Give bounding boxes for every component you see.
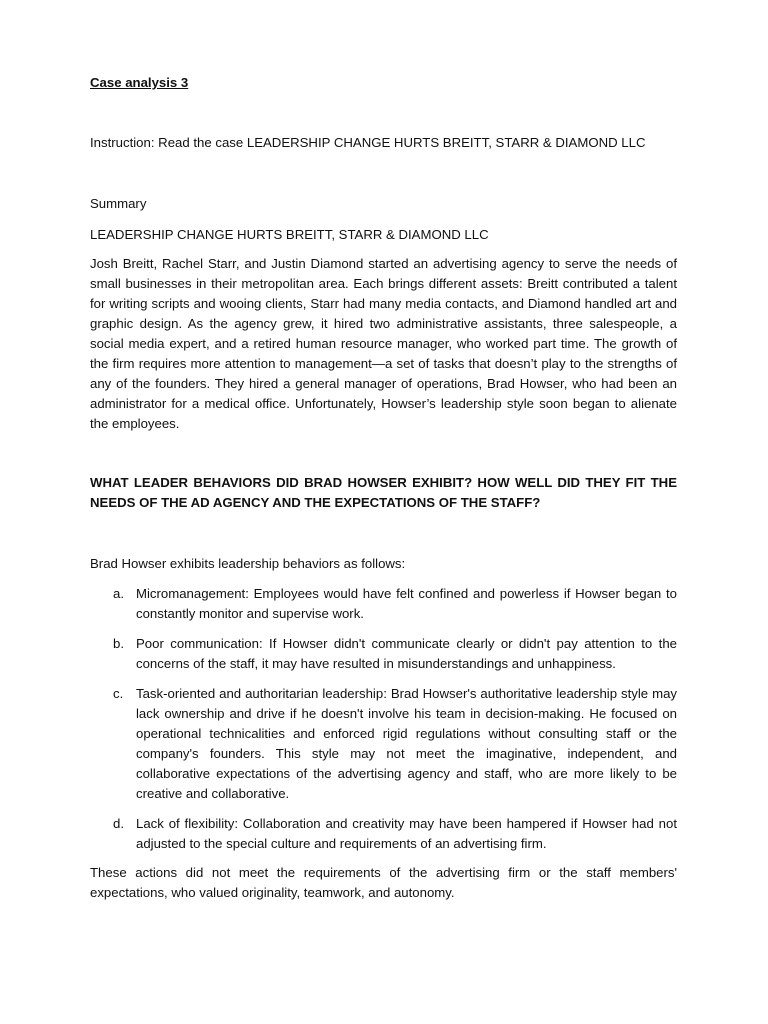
document-title: Case analysis 3 xyxy=(90,75,189,90)
behavior-text: Task-oriented and authoritarian leadership: Brad Howser's authoritative leadership style may lack ownership and drive if he doesn't involve his team in decision-making. He focused on operational technicalities and enforced rigid regulations without consulting staff or the company's founders. This style may not meet the imaginative, independent, and collaborative expectations of the advertising agency and staff, who are more likely to be creative and collaborative. xyxy=(136,686,677,801)
summary-heading: Summary xyxy=(90,196,147,211)
list-item xyxy=(90,814,677,854)
behavior-text: Lack of flexibility: Collaboration and creativity may have been hampered if Howser had not adjusted to the special culture and requirements of an advertising firm. xyxy=(136,816,677,851)
leader-behaviors-list xyxy=(90,584,677,864)
list-marker: a. xyxy=(113,586,124,601)
analysis-question: WHAT LEADER BEHAVIORS DID BRAD HOWSER EXHIBIT? HOW WELL DID THEY FIT THE NEEDS OF THE AD AGENCY AND THE EXPECTATIONS OF THE STAFF? xyxy=(90,475,677,510)
list-marker: c. xyxy=(113,686,124,701)
instruction-text: Instruction: Read the case LEADERSHIP CHANGE HURTS BREITT, STARR & DIAMOND LLC xyxy=(90,135,646,150)
summary-paragraph: Josh Breitt, Rachel Starr, and Justin Diamond started an advertising agency to serve the needs of small businesses in their metropolitan area. Each brings different assets: Breitt contributed a talent for writing scripts and wooing clients, Starr had many media contacts, and Diamond handled art and graphic design. As the agency grew, it hired two administrative assistants, three salespeople, a social media expert, and a retired human resource manager, who worked part time. The growth of the firm requires more attention to management—a set of tasks that doesn’t play to the strengths of any of the founders. They hired a general manager of operations, Brad Howser, who had been an administrator for a medical office. Unfortunately, Howser’s leadership style soon began to alienate the employees. xyxy=(90,256,677,431)
behavior-text: Poor communication: If Howser didn't communicate clearly or didn't pay attention to the concerns of the staff, it may have resulted in misunderstandings and unhappiness. xyxy=(136,636,677,671)
behavior-text: Micromanagement: Employees would have felt confined and powerless if Howser began to constantly monitor and supervise work. xyxy=(136,586,677,621)
conclusion-paragraph: These actions did not meet the requirements of the advertising firm or the staff members' expectations, who valued originality, teamwork, and autonomy. xyxy=(90,865,677,900)
list-marker: d. xyxy=(113,816,124,831)
list-item xyxy=(90,584,677,624)
list-item xyxy=(90,684,677,804)
document-page xyxy=(90,0,677,1024)
list-item xyxy=(90,634,677,674)
case-title: LEADERSHIP CHANGE HURTS BREITT, STARR & DIAMOND LLC xyxy=(90,227,489,242)
behaviors-intro: Brad Howser exhibits leadership behaviors as follows: xyxy=(90,556,406,571)
list-marker: b. xyxy=(113,636,124,651)
